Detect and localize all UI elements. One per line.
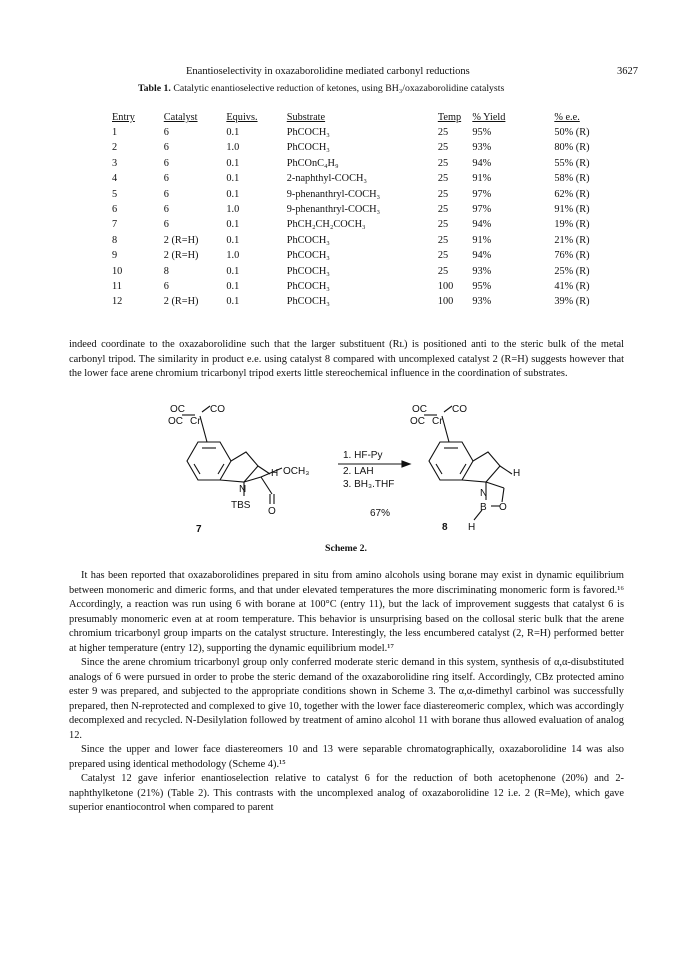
table-cell: PhCOCH₃ — [286, 296, 330, 308]
table-cell: 0.1 — [226, 219, 240, 231]
reagent-step-2: 2. LAH — [343, 466, 374, 477]
table-row — [112, 248, 604, 263]
table-cell: 6 — [163, 142, 169, 154]
table-cell: 50% (R) — [554, 127, 590, 138]
table-cell: 1.0 — [226, 204, 240, 216]
table-cell: 7 — [112, 219, 118, 231]
scheme-yield: 67% — [370, 508, 391, 519]
table-cell: 6 — [112, 204, 118, 216]
table-cell: 25 — [437, 250, 449, 262]
table-cell: 12 — [112, 296, 123, 308]
table-cell: 95% — [472, 127, 492, 138]
table-cell: 55% (R) — [554, 157, 590, 169]
table-cell: 94% — [472, 219, 492, 231]
table-cell: 6 — [163, 157, 169, 169]
paragraph-text: indeed coordinate to the oxazaborolidine such that the larger substituent (Rʟ) is positioned anti to the steric bulk of the metal carbonyl tripod. The similarity in product e.e. using catalyst 8 compared with uncomplexed catalyst 2 (R=H) suggests however that the lower face arene chromium tricarbonyl tripod exerts little stereochemical influence in the coordination of substrates. — [69, 339, 624, 379]
table-cell: PhCOCH₃ — [286, 281, 330, 293]
table-cell: 0.1 — [226, 127, 240, 138]
table-cell: 1 — [112, 127, 118, 138]
table-cell: 93% — [472, 265, 492, 277]
table-cell: 91% (R) — [554, 204, 590, 216]
table-cell: 19% (R) — [554, 219, 590, 231]
paragraph-anti — [69, 338, 624, 382]
table-cell: 0.1 — [226, 188, 240, 200]
table-cell: 21% (R) — [554, 234, 590, 246]
table-header-row — [112, 110, 604, 125]
table-cell: 4 — [112, 173, 118, 185]
table-cell: 97% — [472, 204, 492, 216]
reagent-step-3: 3. BH₃.THF — [343, 479, 395, 490]
table-cell: 25 — [437, 142, 449, 154]
running-title: Enantioselectivity in oxazaborolidine mediated carbonyl reductions — [186, 66, 470, 77]
table-cell: 25% (R) — [554, 265, 590, 277]
table-cell: 25 — [437, 265, 449, 277]
paragraph-text: Catalyst 12 gave inferior enantioselection relative to catalyst 6 for the reduction of both acetophenone (20%) and 2-naphthylketone (21%) (Table 2). This contrasts with the uncomplexed analog of oxazaborolidine 12 i.e. 2 (R=Me), which gave superior enantiocontrol when compared to parent — [69, 773, 624, 813]
column-header: Substrate — [286, 112, 326, 123]
table-cell: 0.1 — [226, 157, 240, 169]
table-cell: 9-phenanthryl-COCH₃ — [286, 204, 381, 216]
table-cell: 5 — [112, 188, 118, 200]
table-row — [112, 140, 604, 155]
metal-label: Cr — [432, 416, 443, 427]
table-cell: 6 — [163, 219, 169, 231]
reagent-step-1: 1. HF-Py — [343, 450, 383, 461]
table-cell: 6 — [163, 281, 169, 293]
table-cell: 93% — [472, 296, 492, 308]
table-cell: 95% — [472, 281, 492, 293]
page-number: 3627 — [617, 66, 638, 77]
table-cell: 91% — [472, 234, 492, 246]
carbonyl-label: CO — [452, 404, 467, 415]
column-header: Temp — [437, 112, 462, 123]
table-row — [112, 187, 604, 202]
table-cell: PhCOnC₄H₉ — [286, 157, 339, 169]
carbonyl-label: OC — [170, 404, 185, 415]
table-cell: 25 — [437, 219, 449, 231]
results-table — [112, 110, 604, 310]
table-cell: PhCH₂CH₂COCH₃ — [286, 219, 366, 231]
column-header: % Yield — [472, 112, 506, 123]
scheme-caption: Scheme 2. — [325, 543, 367, 554]
table-cell: 25 — [437, 204, 449, 216]
table-row — [112, 217, 604, 232]
table-cell: 0.1 — [226, 234, 240, 246]
table-cell: 2-naphthyl-COCH₃ — [286, 173, 368, 185]
table-cell: 6 — [163, 204, 169, 216]
scheme-2-diagram — [140, 404, 560, 544]
table-cell: 100 — [437, 296, 454, 308]
hydrogen-label: H — [271, 468, 279, 479]
table-cell: 6 — [163, 188, 169, 200]
table-cell: PhCOCH₃ — [286, 142, 330, 154]
table-cell: 2 (R=H) — [163, 250, 199, 262]
table-row — [112, 233, 604, 248]
table-cell: 25 — [437, 127, 449, 138]
tbs-label: TBS — [231, 500, 251, 511]
paragraph-text: Since the upper and lower face diastereomers 10 and 13 were separable chromatographically, oxazaborolidine 14 was also prepared using identical methodology (Scheme 4).¹⁵ — [69, 744, 624, 770]
table-cell: 94% — [472, 250, 492, 262]
table-row — [112, 202, 604, 217]
table-cell: 8 — [112, 234, 118, 246]
nitrogen-label: N — [239, 484, 247, 495]
table-row — [112, 171, 604, 186]
table-cell: 25 — [437, 157, 449, 169]
hydrogen-label: H — [513, 468, 521, 479]
table-cell: PhCOCH₃ — [286, 250, 330, 262]
table-row — [112, 294, 604, 309]
methoxy-label: OCH₃ — [283, 466, 310, 477]
table-cell: 1.0 — [226, 142, 240, 154]
table-row — [112, 156, 604, 171]
compound-8-label: 8 — [442, 522, 448, 533]
table-cell: 94% — [472, 157, 492, 169]
table-cell: 3 — [112, 157, 118, 169]
oxygen-label: O — [499, 502, 507, 513]
carbonyl-label: OC — [412, 404, 427, 415]
table-cell: 8 — [163, 265, 169, 277]
table-cell: PhCOCH₃ — [286, 234, 330, 246]
table-row — [112, 125, 604, 140]
carbonyl-label: CO — [210, 404, 225, 415]
table-cell: 97% — [472, 188, 492, 200]
boron-label: B — [480, 502, 487, 513]
column-header: Entry — [112, 112, 135, 123]
table-cell: 2 — [112, 142, 118, 154]
table-cell: 0.1 — [226, 173, 240, 185]
table-cell: 25 — [437, 234, 449, 246]
table-row — [112, 264, 604, 279]
table-cell: 1.0 — [226, 250, 240, 262]
compound-7-label: 7 — [196, 524, 202, 535]
column-header: % e.e. — [554, 112, 580, 123]
table-cell: 100 — [437, 281, 454, 293]
table-cell: 9-phenanthryl-COCH₃ — [286, 188, 381, 200]
table-cell: 0.1 — [226, 265, 240, 277]
table-cell: 2 (R=H) — [163, 296, 199, 308]
table-cell: 62% (R) — [554, 188, 590, 200]
metal-label: Cr — [190, 416, 201, 427]
column-header: Catalyst — [163, 112, 198, 123]
hydrogen-label: H — [468, 522, 476, 533]
carbonyl-label: OC — [410, 416, 425, 427]
paragraph-text: It has been reported that oxazaborolidines prepared in situ from amino alcohols using borane may exist in dynamic equilibrium between monomeric and dimeric forms, and that under elevated temperatures the more discriminating monomeric form is favored.¹⁶ Accordingly, a reaction was run using 6 with borane at 100°C (entry 11), but the lack of improvement suggests that catalyst 6 is presumably monomeric even at at room temperature. This behavior is unsurprising based on the collosal steric bulk that the arene chromium tricarbonyl group imparts on the catalyst structure. Interestingly, the less encumbered catalyst (2, R=H) performed better at higher temperature (entry 12), supporting the dynamic equilibrium model.¹⁷ — [69, 570, 624, 654]
body-text — [69, 569, 624, 816]
table-cell: 80% (R) — [554, 142, 590, 154]
table-cell: 11 — [112, 281, 122, 293]
table-row — [112, 279, 604, 294]
table-cell: 6 — [163, 127, 169, 138]
table-cell: 9 — [112, 250, 118, 262]
table-cell: 25 — [437, 173, 449, 185]
nitrogen-label: N — [480, 488, 488, 499]
table-cell: 39% (R) — [554, 296, 590, 308]
table-cell: 25 — [437, 188, 449, 200]
table-cell: 6 — [163, 173, 169, 185]
table-cell: 0.1 — [226, 296, 240, 308]
oxygen-label: O — [268, 506, 276, 517]
table-cell: 76% (R) — [554, 250, 590, 262]
column-header: Equivs. — [226, 112, 258, 123]
table-cell: 10 — [112, 265, 123, 277]
table-cell: 91% — [472, 173, 492, 185]
table-cell: 0.1 — [226, 281, 240, 293]
table-cell: 2 (R=H) — [163, 234, 199, 246]
table-cell: PhCOCH₃ — [286, 265, 330, 277]
table-cell: 58% (R) — [554, 173, 590, 185]
table-cell: 93% — [472, 142, 492, 154]
table-caption — [138, 83, 504, 94]
paragraph-text: Since the arene chromium tricarbonyl group only conferred moderate steric demand in this system, synthesis of α,α-disubstituted analogs of 6 were pursued in order to probe the steric demand of the oxazaborolidine ring itself. Accordingly, CBz protected amino ester 9 was prepared, and subjected to the appropriate conditions shown in Scheme 3. The α,α-dimethyl carbinol was successfully prepared, then N-reprotected and complexed to give 10, together with the lower face diastereomeric complex, which was accordingly decomplexed and recycled. N-Desilylation followed by treatment of amino alcohol 11 with borane thus allowed evaluation of analog 12. — [69, 657, 624, 741]
table-label: Table 1. — [138, 83, 171, 94]
carbonyl-label: OC — [168, 416, 183, 427]
table-cell: PhCOCH₃ — [286, 127, 330, 138]
table-caption-text: Catalytic enantioselective reduction of ketones, using BH₃/oxazaborolidine catalysts — [173, 83, 505, 94]
table-cell: 41% (R) — [554, 281, 590, 293]
